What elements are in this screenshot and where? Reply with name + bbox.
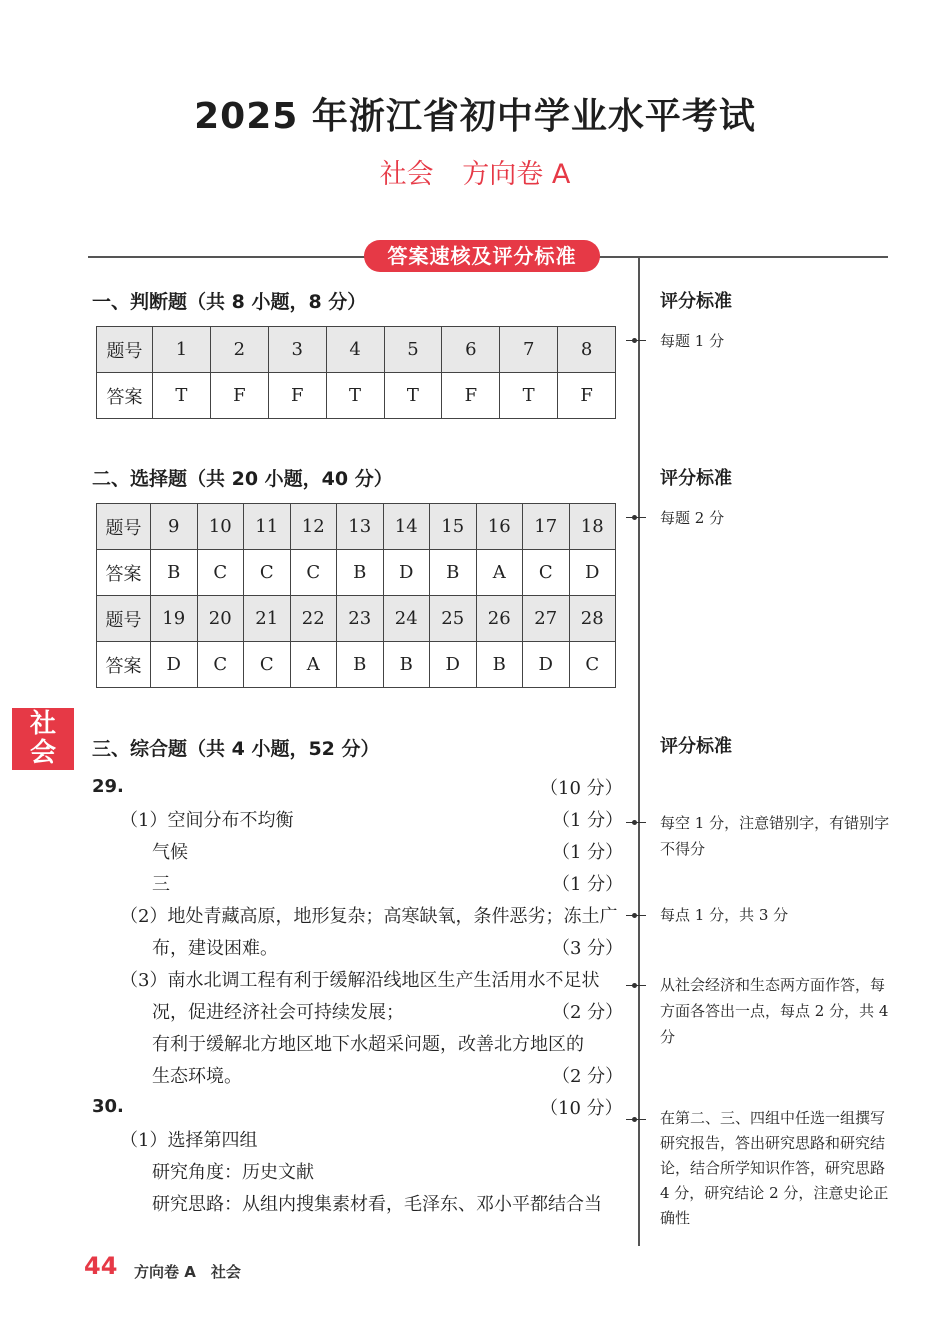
note-connector — [626, 340, 646, 341]
question-number: 15 — [430, 504, 477, 550]
row-label: 答案 — [97, 373, 153, 419]
row-label: 答案 — [97, 550, 151, 596]
question-number: 7 — [500, 327, 558, 373]
question-number: 4 — [326, 327, 384, 373]
question-number: 23 — [337, 596, 384, 642]
section-1-heading: 一、判断题（共 8 小题，8 分） — [92, 291, 367, 313]
answer-line: 况，促进经济社会可持续发展； — [152, 1002, 404, 1023]
answer-cell: D — [569, 550, 616, 596]
answer-cell: C — [244, 550, 291, 596]
answer-line: 气候 — [152, 842, 188, 863]
answer-cell: D — [430, 642, 477, 688]
answer-cell: T — [384, 373, 442, 419]
score-label: （3 分） — [552, 938, 624, 959]
note-connector — [626, 1119, 646, 1120]
answer-cell: B — [151, 550, 198, 596]
question-number: 10 — [197, 504, 244, 550]
subject-side-tab — [12, 708, 74, 770]
score-label: （1 分） — [552, 842, 624, 863]
question-29-note-2: 每点 1 分，共 3 分 — [660, 906, 789, 924]
answer-cell: T — [326, 373, 384, 419]
answer-cell: A — [290, 642, 337, 688]
answer-line: 研究思路：从组内搜集素材看，毛泽东、邓小平都结合当 — [152, 1194, 602, 1215]
question-number: 19 — [151, 596, 198, 642]
choice-answer-table — [96, 503, 616, 688]
answer-line: 布，建设困难。 — [152, 938, 278, 959]
score-label: （2 分） — [552, 1002, 624, 1023]
answer-cell: B — [383, 642, 430, 688]
answer-cell: T — [153, 373, 211, 419]
answer-cell: T — [500, 373, 558, 419]
answer-line: （1）选择第四组 — [120, 1130, 258, 1151]
question-number: 26 — [476, 596, 523, 642]
answer-line: 生态环境。 — [152, 1066, 242, 1087]
question-number: 25 — [430, 596, 477, 642]
table-row — [97, 596, 616, 642]
judgement-answer-table — [96, 326, 616, 419]
answer-cell: C — [569, 642, 616, 688]
question-number: 20 — [197, 596, 244, 642]
question-number: 27 — [523, 596, 570, 642]
question-number: 2 — [210, 327, 268, 373]
section-3-criteria-title: 评分标准 — [660, 736, 732, 757]
question-30-number: 30. — [92, 1096, 124, 1117]
score-label: （2 分） — [552, 1066, 624, 1087]
score-label: （1 分） — [552, 810, 624, 831]
row-label: 题号 — [97, 327, 153, 373]
section-3-heading: 三、综合题（共 4 小题，52 分） — [92, 738, 380, 760]
answer-line: （1）空间分布不均衡 — [120, 810, 294, 831]
answer-cell: C — [244, 642, 291, 688]
question-30-note: 在第二、三、四组中任选一组撰写研究报告，答出研究思路和研究结论，结合所学知识作答，研究思路 4 分，研究结论 2 分，注意史论正确性 — [660, 1109, 889, 1227]
answer-cell: D — [523, 642, 570, 688]
page-title: 2025 年浙江省初中学业水平考试 — [194, 96, 756, 137]
question-number: 16 — [476, 504, 523, 550]
table-row — [97, 327, 616, 373]
table-row — [97, 642, 616, 688]
question-number: 22 — [290, 596, 337, 642]
answer-line: （3）南水北调工程有利于缓解沿线地区生产生活用水不足状 — [120, 970, 600, 991]
row-label: 题号 — [97, 596, 151, 642]
table-row — [97, 373, 616, 419]
answer-line: （2）地处青藏高原，地形复杂；高寒缺氧，条件恶劣；冻土广 — [120, 906, 618, 927]
question-number: 13 — [337, 504, 384, 550]
section-2-criteria-title: 评分标准 — [660, 468, 732, 489]
answer-cell: C — [290, 550, 337, 596]
note-connector — [626, 822, 646, 823]
question-number: 24 — [383, 596, 430, 642]
table-row — [97, 550, 616, 596]
question-number: 9 — [151, 504, 198, 550]
answer-cell: F — [442, 373, 500, 419]
row-label: 答案 — [97, 642, 151, 688]
footer-label: 方向卷 A 社会 — [134, 1263, 241, 1281]
answer-cell: F — [558, 373, 616, 419]
page-subtitle — [0, 152, 950, 191]
answer-cell: C — [523, 550, 570, 596]
answer-line: 三 — [152, 874, 170, 895]
question-number: 6 — [442, 327, 500, 373]
answer-cell: D — [151, 642, 198, 688]
side-tab-char: 社 — [29, 709, 56, 739]
subject-label: 社会 — [379, 159, 434, 190]
question-number: 11 — [244, 504, 291, 550]
answer-cell: B — [337, 642, 384, 688]
answer-cell: B — [476, 642, 523, 688]
page-number: 44 — [84, 1252, 118, 1280]
section-2-criteria-note: 每题 2 分 — [660, 509, 725, 527]
answer-cell: F — [268, 373, 326, 419]
answer-line: 有利于缓解北方地区地下水超采问题，改善北方地区的 — [152, 1034, 584, 1055]
answer-cell: F — [210, 373, 268, 419]
paper-label: 方向卷 A — [462, 159, 571, 190]
answer-cell: B — [337, 550, 384, 596]
answer-cell: D — [383, 550, 430, 596]
table-row — [97, 504, 616, 550]
question-number: 8 — [558, 327, 616, 373]
question-number: 18 — [569, 504, 616, 550]
note-connector — [626, 517, 646, 518]
question-29-total: （10 分） — [540, 778, 623, 799]
answer-cell: C — [197, 550, 244, 596]
question-number: 21 — [244, 596, 291, 642]
question-number: 17 — [523, 504, 570, 550]
answer-cell: C — [197, 642, 244, 688]
answer-cell: A — [476, 550, 523, 596]
side-tab-char: 会 — [29, 738, 56, 768]
question-number: 5 — [384, 327, 442, 373]
question-number: 12 — [290, 504, 337, 550]
answer-cell: B — [430, 550, 477, 596]
section-1-criteria-title: 评分标准 — [660, 291, 732, 312]
question-number: 1 — [153, 327, 211, 373]
question-29-note-1: 每空 1 分，注意错别字，有错别字不得分 — [660, 814, 890, 858]
question-number: 28 — [569, 596, 616, 642]
score-label: （1 分） — [552, 874, 624, 895]
answer-banner: 答案速核及评分标准 — [364, 240, 600, 272]
criteria-divider — [638, 256, 640, 1246]
question-number: 14 — [383, 504, 430, 550]
row-label: 题号 — [97, 504, 151, 550]
question-29-note-3: 从社会经济和生态两方面作答，每方面各答出一点，每点 2 分，共 4 分 — [660, 976, 889, 1046]
note-connector — [626, 915, 646, 916]
section-1-criteria-note: 每题 1 分 — [660, 332, 725, 350]
question-number: 3 — [268, 327, 326, 373]
question-30-total: （10 分） — [540, 1098, 623, 1119]
question-29-number: 29. — [92, 776, 124, 797]
note-connector — [626, 985, 646, 986]
answer-line: 研究角度：历史文献 — [152, 1162, 314, 1183]
section-2-heading: 二、选择题（共 20 小题，40 分） — [92, 468, 393, 490]
